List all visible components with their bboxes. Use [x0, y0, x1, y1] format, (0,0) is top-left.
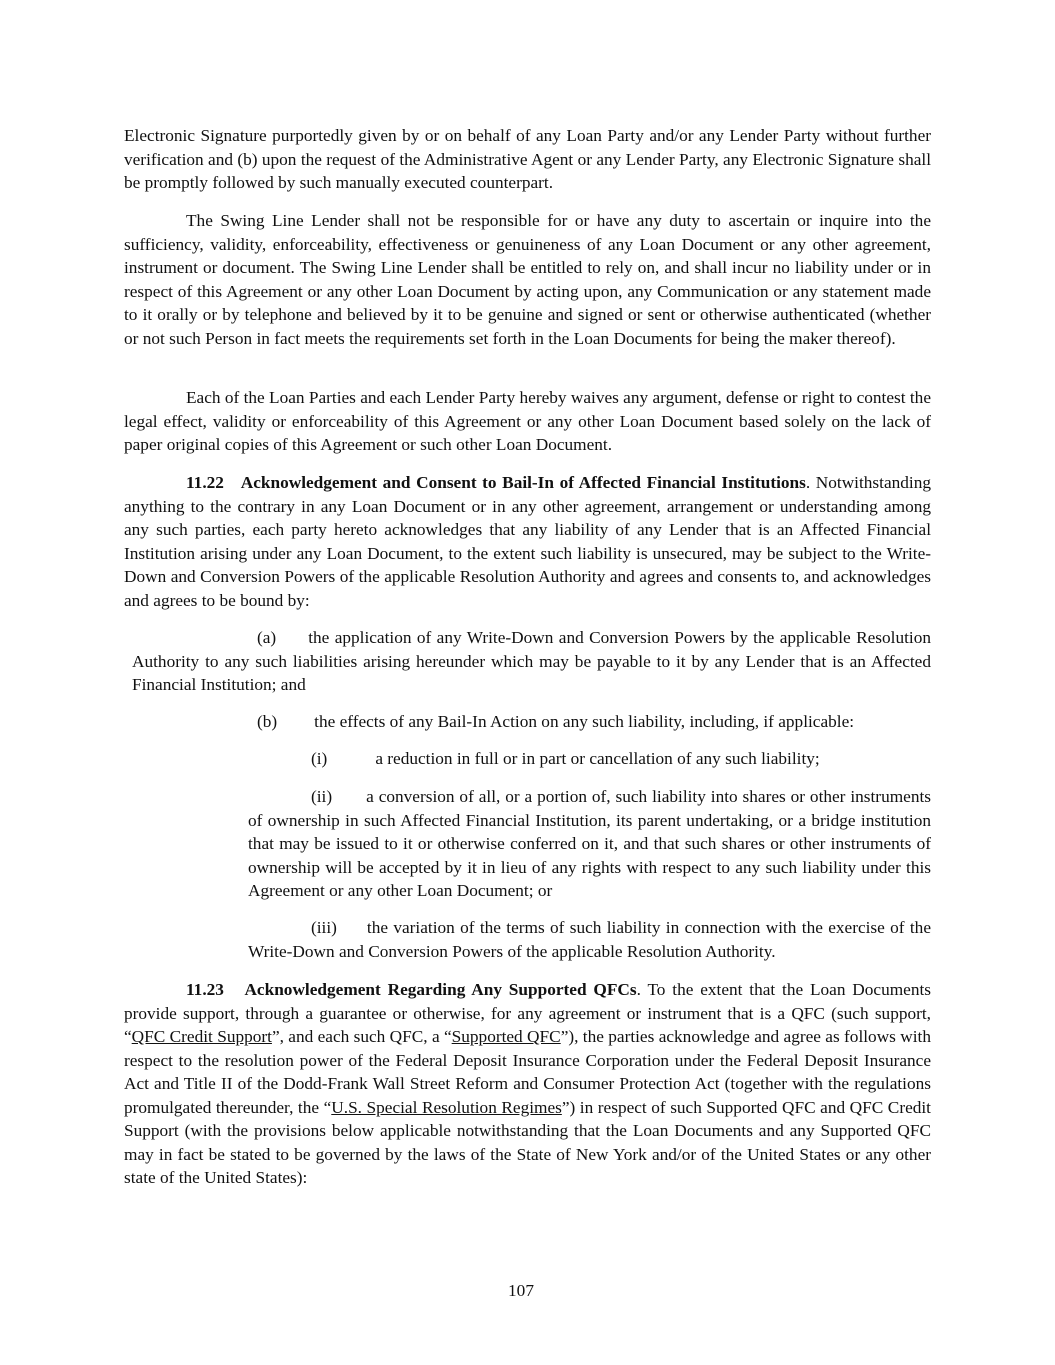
clause-text: the application of any Write-Down and Conversion Powers by the applicable Resolution Authority to any such liabilities arising hereunder which may be payable to it by any Lender that is an Affected Financial Institution; and [132, 628, 931, 694]
section-heading: Acknowledgement Regarding Any Supported QFCs [244, 980, 637, 999]
page-number: 107 [508, 1281, 534, 1300]
clause-label: (i) [311, 749, 328, 768]
defined-term-qfc-credit-support: QFC Credit Support [131, 1027, 272, 1046]
section-heading: Acknowledgement and Consent to Bail-In of Affected Financial Institutions [240, 473, 806, 492]
clause-text: a reduction in full or in part or cancellation of any such liability; [375, 749, 820, 768]
clause-label: (ii) [311, 787, 333, 806]
section-11-22 [124, 471, 931, 612]
clause-label: (b) [257, 712, 278, 731]
defined-term-supported-qfc: Supported QFC [451, 1027, 561, 1046]
section-body: . Notwithstanding anything to the contrary in any Loan Document or in any other agreement, arrangement or understanding among any such parties, each party hereto acknowledges that any liability of any Lender that is an Affected Financial Institution arising under any Loan Document, to the extent such liability is unsecured, may be subject to the Write-Down and Conversion Powers of the applicable Resolution Authority and agrees and consents to, and acknowledges and agrees to be bound by: [124, 473, 931, 610]
clause-text: the variation of the terms of such liability in connection with the exercise of the Write-Down and Conversion Powers of the applicable Resolution Authority. [248, 918, 931, 961]
clause-label: (a) [257, 628, 277, 647]
clause-iii [248, 916, 931, 963]
paragraph-waiver: Each of the Loan Parties and each Lender Party hereby waives any argument, defense or right to contest the legal effect, validity or enforceability of this Agreement or any other Loan Document based solely on the lack of paper original copies of this Agreement or such other Loan Document. [124, 388, 931, 454]
section-number: 11.23 [186, 980, 224, 999]
clause-a [132, 626, 931, 697]
clause-text: the effects of any Bail-In Action on any such liability, including, if applicable: [314, 712, 855, 731]
clause-b [257, 710, 931, 734]
defined-term-us-special-resolution-regimes: U.S. Special Resolution Regimes [331, 1097, 562, 1117]
paragraph-electronic-signature: Electronic Signature purportedly given by or on behalf of any Loan Party and/or any Lender Party without further verification and (b) upon the request of the Administrative Agent or any Lender Party, any Electronic Signature shall be promptly followed by such manually executed counterpart. [124, 126, 931, 192]
clause-text: a conversion of all, or a portion of, such liability into shares or other instruments of ownership in such Affected Financial Institution, its parent undertaking, or a bridge institution that may be issued to it or otherwise conferred on it, and that such shares or other instruments of ownership will be accepted by it in lieu of any rights with respect to any such liability under this Agreement or any other Loan Document; or [248, 787, 931, 900]
clause-label: (iii) [311, 918, 337, 937]
paragraph-swing-line-lender: The Swing Line Lender shall not be responsible for or have any duty to ascertain or inquire into the sufficiency, validity, enforceability, effectiveness or genuineness of any Loan Document or any other agreement, instrument or document. The Swing Line Lender shall be entitled to rely on, and shall incur no liability under or in respect of this Agreement or any other Loan Document by acting upon, any Communication or any statement made to it orally or by telephone and believed by it to be genuine and signed or sent or otherwise authenticated (whether or not such Person in fact meets the requirements set forth in the Loan Documents for being the maker thereof). [124, 211, 931, 348]
section-number: 11.22 [186, 473, 224, 492]
clause-i [311, 747, 931, 771]
clause-ii [248, 785, 931, 903]
section-11-23: 11.23 Acknowledgement Regarding Any Supported QFCs. To the extent that the Loan Documents provide support, through a guarantee or otherwise, for any agreement or instrument that is a QFC (such support, “QFC Credit Support”, and each such QFC, a “Supported QFC”), the parties acknowledge and agree as follows with respect to the resolution power of the Federal Deposit Insurance Corporation under the Federal Deposit Insurance Act and Title II of the Dodd-Frank Wall Street Reform and Consumer Protection Act (together with the regulations promulgated thereunder, the “U.S. Special Resolution Regimes”) in respect of such Supported QFC and QFC Credit Support (with the provisions below applicable notwithstanding that the Loan Documents and any Supported QFC may in fact be stated to be governed by the laws of the State of New York and/or of the United States or any other state of the United States): [124, 980, 932, 1187]
